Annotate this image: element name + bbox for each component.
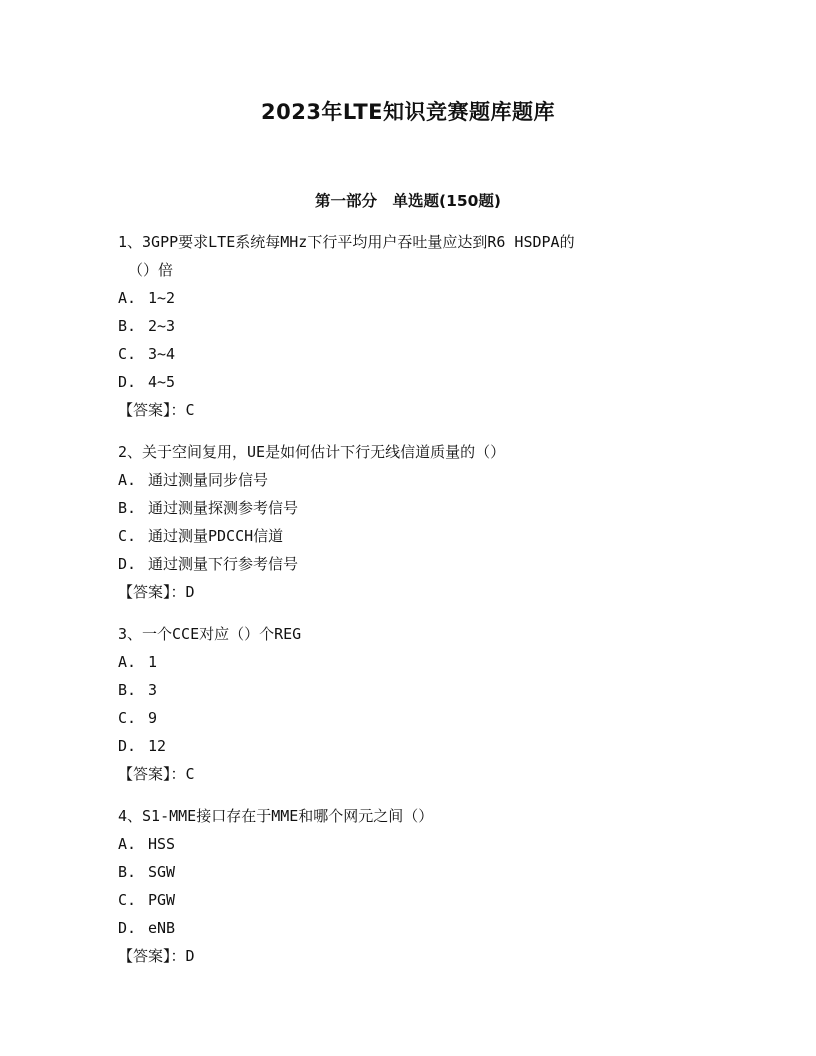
option-a (118, 466, 718, 494)
option-letter: C. (118, 527, 137, 545)
option-letter: C. (118, 345, 137, 363)
option-text: SGW (148, 863, 176, 881)
question-list (118, 228, 718, 984)
option-d (118, 914, 718, 942)
option-letter: C. (118, 891, 137, 909)
option-text: 3 (148, 681, 158, 699)
option-text: 1 (148, 653, 158, 671)
option-c (118, 522, 718, 550)
answer-value: C (185, 765, 195, 783)
question-stem: 1、3GPP要求LTE系统每MHz下行平均用户吞吐量应达到R6 HSDPA的 (118, 233, 575, 251)
option-text: 12 (148, 737, 167, 755)
option-letter: D. (118, 737, 137, 755)
option-c (118, 704, 718, 732)
section-title: 第一部分 单选题(150题) (314, 192, 502, 210)
document-title: 2023年LTE知识竞赛题库题库 (260, 100, 556, 124)
question-stem-continuation: （）倍 (128, 261, 174, 279)
answer-value: D (185, 947, 195, 965)
option-letter: D. (118, 373, 137, 391)
option-letter: B. (118, 499, 137, 517)
option-a (118, 830, 718, 858)
answer-label: 【答案】： (118, 583, 186, 601)
answer-label: 【答案】： (118, 401, 186, 419)
answer-value: D (185, 583, 195, 601)
question-4 (118, 802, 718, 970)
answer-line (118, 396, 718, 424)
option-text: eNB (148, 919, 176, 937)
option-letter: A. (118, 471, 137, 489)
option-text: 1~2 (148, 289, 176, 307)
option-text: 9 (148, 709, 158, 727)
option-text: 通过测量下行参考信号 (148, 555, 299, 573)
option-text: 3~4 (148, 345, 176, 363)
answer-line (118, 578, 718, 606)
option-a (118, 284, 718, 312)
answer-label: 【答案】： (118, 947, 186, 965)
option-c (118, 886, 718, 914)
option-b (118, 312, 718, 340)
option-letter: C. (118, 709, 137, 727)
option-d (118, 732, 718, 760)
option-text: 通过测量探测参考信号 (148, 499, 299, 517)
option-letter: B. (118, 863, 137, 881)
question-3 (118, 620, 718, 788)
answer-value: C (185, 401, 195, 419)
option-text: 通过测量PDCCH信道 (148, 527, 284, 545)
option-letter: D. (118, 555, 137, 573)
question-1 (118, 228, 718, 424)
option-letter: B. (118, 681, 137, 699)
answer-line (118, 760, 718, 788)
option-a (118, 648, 718, 676)
option-b (118, 676, 718, 704)
option-letter: A. (118, 653, 137, 671)
option-letter: A. (118, 289, 137, 307)
question-2 (118, 438, 718, 606)
option-text: PGW (148, 891, 176, 909)
option-text: HSS (148, 835, 176, 853)
option-d (118, 368, 718, 396)
question-stem: 3、一个CCE对应（）个REG (118, 625, 302, 643)
option-text: 4~5 (148, 373, 176, 391)
question-stem: 2、关于空间复用，UE是如何估计下行无线信道质量的（） (118, 443, 506, 461)
option-text: 通过测量同步信号 (148, 471, 269, 489)
answer-label: 【答案】： (118, 765, 186, 783)
question-stem: 4、S1-MME接口存在于MME和哪个网元之间（） (118, 807, 434, 825)
answer-line (118, 942, 718, 970)
option-d (118, 550, 718, 578)
option-text: 2~3 (148, 317, 176, 335)
option-b (118, 858, 718, 886)
option-letter: B. (118, 317, 137, 335)
option-letter: A. (118, 835, 137, 853)
option-c (118, 340, 718, 368)
option-b (118, 494, 718, 522)
option-letter: D. (118, 919, 137, 937)
